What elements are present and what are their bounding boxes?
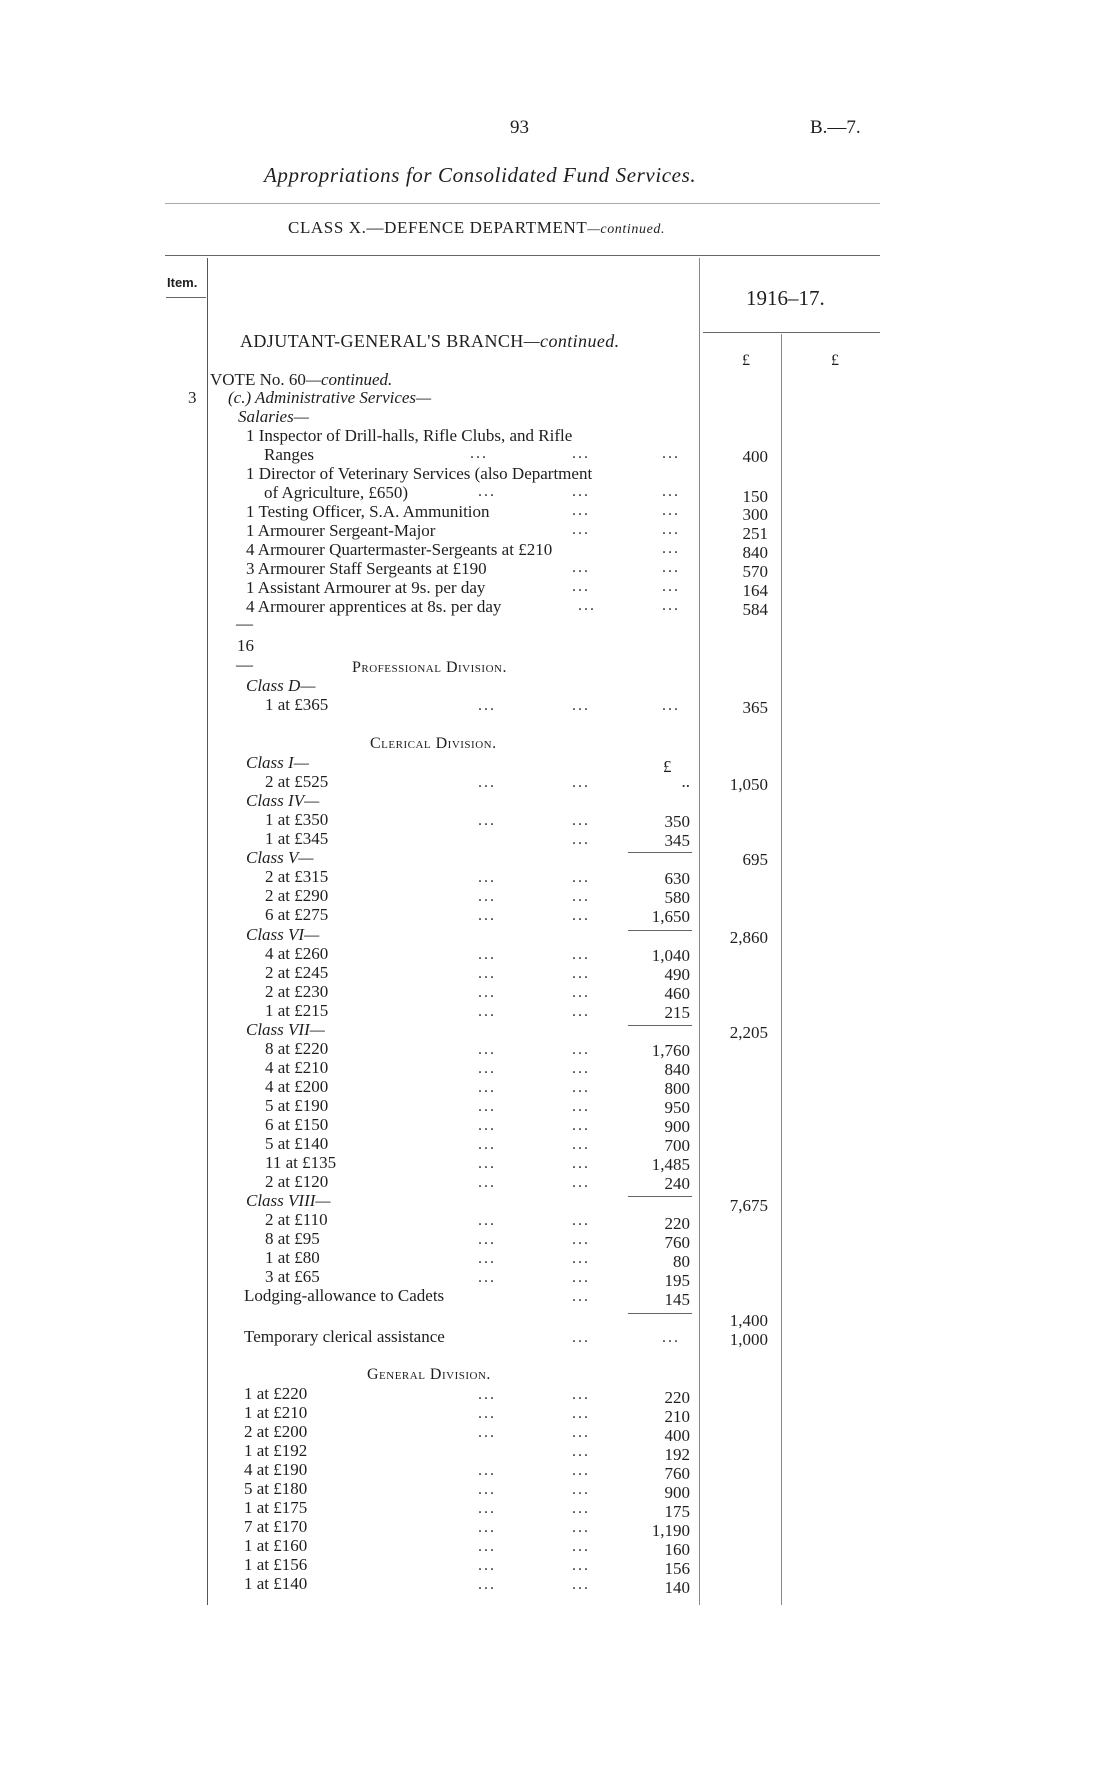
salary-line: 1 Inspector of Drill-halls, Rifle Clubs, and Rifle <box>246 426 573 445</box>
professional-division-heading: Professional Division. <box>352 659 507 676</box>
item-column-divider <box>207 258 208 1605</box>
leader-dots: ... <box>478 1231 496 1248</box>
leader-dots: ... <box>478 984 496 1001</box>
leader-dots: ... <box>572 1386 590 1403</box>
clerical-amount: 460 <box>664 984 690 1003</box>
leader-dots: ... <box>478 1500 496 1517</box>
leader-dots: ... <box>478 907 496 924</box>
pound-header-right: £ <box>831 352 839 369</box>
salary-amount: 164 <box>742 581 768 600</box>
branch-heading-suffix: —continued. <box>523 331 620 351</box>
leader-dots: ... <box>572 1231 590 1248</box>
clerical-entry: 2 at £290 <box>265 886 329 905</box>
leader-dots: ... <box>478 1098 496 1115</box>
salaries-label: Salaries— <box>238 407 309 426</box>
salary-amount: 840 <box>742 543 768 562</box>
leader-dots: ... <box>572 1250 590 1267</box>
vote-heading-main: VOTE No. 60 <box>210 370 306 389</box>
lodging-allowance: Lodging-allowance to Cadets <box>244 1286 445 1305</box>
leader-dots: ... <box>572 812 590 829</box>
clerical-amount: 1,760 <box>651 1041 690 1060</box>
clerical-amount: 220 <box>664 1214 690 1233</box>
clerical-amount: 1,040 <box>651 946 690 965</box>
clerical-entry: 1 at £345 <box>265 829 329 848</box>
class-viii-label: Class VIII— <box>246 1191 331 1210</box>
leader-dots: ... <box>572 869 590 886</box>
clerical-amount: 580 <box>664 888 690 907</box>
leader-dots: ... <box>478 1155 496 1172</box>
clerical-pound-header: £ <box>663 757 672 776</box>
general-entry: 1 at £175 <box>244 1498 308 1517</box>
subtotal-rule <box>628 1196 692 1197</box>
class-vii-total: 7,675 <box>729 1196 768 1215</box>
clerical-entry: 1 at £350 <box>265 810 329 829</box>
leader-dots: ... <box>478 869 496 886</box>
clerical-amount: 240 <box>664 1174 690 1193</box>
general-entry: 1 at £192 <box>244 1441 308 1460</box>
leader-dots: ... <box>478 1060 496 1077</box>
leader-dots: ... <box>662 597 680 614</box>
general-amount: 140 <box>664 1578 690 1597</box>
count-dash: — <box>236 614 253 633</box>
clerical-entry: 1 at £80 <box>265 1248 320 1267</box>
leader-dots: ... <box>572 483 590 500</box>
clerical-amount: 700 <box>664 1136 690 1155</box>
leader-dots: ... <box>662 540 680 557</box>
leader-dots: ... <box>478 1079 496 1096</box>
clerical-amount: 1,485 <box>651 1155 690 1174</box>
leader-dots: ... <box>572 502 590 519</box>
leader-dots: ... <box>470 445 488 462</box>
leader-dots: ... <box>478 888 496 905</box>
leader-dots: ... <box>478 483 496 500</box>
running-title: Appropriations for Consolidated Fund Services. <box>264 163 697 187</box>
general-entry: 1 at £210 <box>244 1403 308 1422</box>
professional-total: 365 <box>742 698 768 717</box>
leader-dots: ... <box>572 445 590 462</box>
title-rule <box>165 203 880 204</box>
clerical-amount: 760 <box>664 1233 690 1252</box>
lodging-amount: 145 <box>664 1290 690 1309</box>
total-count: 16 <box>237 636 254 655</box>
general-entry: 1 at £140 <box>244 1574 308 1593</box>
detail-column-divider <box>699 258 700 1605</box>
class-i-total: 1,050 <box>729 775 768 794</box>
clerical-amount: 1,650 <box>651 907 690 926</box>
leader-dots: ... <box>572 1212 590 1229</box>
general-entry: 5 at £180 <box>244 1479 308 1498</box>
leader-dots: ... <box>478 1576 496 1593</box>
leader-dots: ... <box>572 559 590 576</box>
leader-dots: ... <box>662 483 680 500</box>
branch-heading-main: ADJUTANT-GENERAL'S BRANCH <box>240 331 524 351</box>
general-division-heading: General Division. <box>367 1366 491 1383</box>
clerical-entry: 2 at £120 <box>265 1172 329 1191</box>
item-column-header: Item. <box>167 275 198 290</box>
general-amount: 175 <box>664 1502 690 1521</box>
leader-dots: ... <box>478 1405 496 1422</box>
clerical-entry: 2 at £315 <box>265 867 329 886</box>
clerical-amount: 800 <box>664 1079 690 1098</box>
class-iv-label: Class IV— <box>246 791 320 810</box>
leader-dots: ... <box>572 1174 590 1191</box>
leader-dots: ... <box>572 578 590 595</box>
general-amount: 900 <box>664 1483 690 1502</box>
clerical-amount: 490 <box>664 965 690 984</box>
salary-line: Ranges <box>264 445 315 464</box>
salary-amount: 570 <box>742 562 768 581</box>
leader-dots: ... <box>478 1386 496 1403</box>
salary-amount: 584 <box>742 600 768 619</box>
general-amount: 210 <box>664 1407 690 1426</box>
leader-dots: ... <box>572 1041 590 1058</box>
general-amount: 220 <box>664 1388 690 1407</box>
leader-dots: ... <box>572 1481 590 1498</box>
clerical-amount: 80 <box>673 1252 690 1271</box>
subtotal-rule <box>628 1025 692 1026</box>
item-number: 3 <box>188 388 197 407</box>
subtotal-rule <box>628 1313 692 1314</box>
leader-dots: ... <box>572 1462 590 1479</box>
leader-dots: ... <box>572 1288 590 1305</box>
salary-line: 1 Armourer Sergeant-Major <box>246 521 436 540</box>
leader-dots: ... <box>478 774 496 791</box>
leader-dots: ... <box>572 1500 590 1517</box>
class-vii-label: Class VII— <box>246 1020 325 1039</box>
year-header-rule <box>703 332 880 333</box>
leader-dots: ... <box>572 1136 590 1153</box>
vote-heading <box>210 370 392 390</box>
leader-dots: ... <box>478 1174 496 1191</box>
clerical-entry: 6 at £150 <box>265 1115 329 1134</box>
leader-dots: ... <box>572 1003 590 1020</box>
class-heading-main: CLASS X.—DEFENCE DEPARTMENT <box>288 218 588 237</box>
leader-dots: ... <box>662 559 680 576</box>
clerical-entry: 8 at £220 <box>265 1039 329 1058</box>
leader-dots: ... <box>478 1462 496 1479</box>
salary-line: 1 Testing Officer, S.A. Ammunition <box>246 502 490 521</box>
page-number: 93 <box>510 117 529 138</box>
leader-dots: ... <box>572 1117 590 1134</box>
leader-dots: ... <box>572 1443 590 1460</box>
vote-heading-suffix: —continued. <box>305 370 393 389</box>
general-entry: 4 at £190 <box>244 1460 308 1479</box>
salary-amount: 150 <box>742 487 768 506</box>
class-heading <box>288 218 665 238</box>
clerical-amount: 950 <box>664 1098 690 1117</box>
general-entry: 7 at £170 <box>244 1517 308 1536</box>
leader-dots: ... <box>478 965 496 982</box>
leader-dots: ... <box>578 597 596 614</box>
salary-amount: 400 <box>742 447 768 466</box>
leader-dots: ... <box>478 697 496 714</box>
leader-dots: ... <box>572 1538 590 1555</box>
general-entry: 2 at £200 <box>244 1422 308 1441</box>
general-amount: 160 <box>664 1540 690 1559</box>
leader-dots: ... <box>572 1079 590 1096</box>
leader-dots: ... <box>572 888 590 905</box>
general-amount: 400 <box>664 1426 690 1445</box>
clerical-entry: 4 at £210 <box>265 1058 329 1077</box>
leader-dots: ... <box>662 445 680 462</box>
clerical-entry: 2 at £245 <box>265 963 329 982</box>
leader-dots: ... <box>478 1538 496 1555</box>
general-amount: 1,190 <box>651 1521 690 1540</box>
count-dash: — <box>236 655 253 674</box>
leader-dots: ... <box>572 774 590 791</box>
leader-dots: ... <box>572 1329 590 1346</box>
leader-dots: ... <box>572 1405 590 1422</box>
leader-dots: ... <box>478 1424 496 1441</box>
class-vi-total: 2,205 <box>729 1023 768 1042</box>
clerical-amount: 195 <box>664 1271 690 1290</box>
leader-dots: ... <box>662 502 680 519</box>
salary-line: 1 Assistant Armourer at 9s. per day <box>246 578 486 597</box>
clerical-amount: 630 <box>664 869 690 888</box>
leader-dots: ... <box>478 1136 496 1153</box>
leader-dots: ... <box>478 1212 496 1229</box>
class-v-total: 2,860 <box>729 928 768 947</box>
leader-dots: ... <box>478 1250 496 1267</box>
leader-dots: ... <box>572 907 590 924</box>
class-i-label: Class I— <box>246 753 309 772</box>
leader-dots: ... <box>662 1329 680 1346</box>
clerical-entry: 1 at £215 <box>265 1001 329 1020</box>
leader-dots: ... <box>572 1424 590 1441</box>
general-entry: 1 at £160 <box>244 1536 308 1555</box>
class-v-label: Class V— <box>246 848 314 867</box>
leader-dots: ... <box>572 521 590 538</box>
item-header-rule <box>166 297 206 298</box>
leader-dots: ... <box>572 697 590 714</box>
clerical-entry: 2 at £525 <box>265 772 329 791</box>
salary-amount: 300 <box>742 505 768 524</box>
leader-dots: ... <box>478 946 496 963</box>
general-entry: 1 at £220 <box>244 1384 308 1403</box>
document-reference: B.—7. <box>810 117 861 138</box>
leader-dots: ... <box>572 965 590 982</box>
clerical-entry: 5 at £190 <box>265 1096 329 1115</box>
leader-dots: ... <box>478 1481 496 1498</box>
class-vi-label: Class VI— <box>246 925 320 944</box>
leader-dots: ... <box>662 521 680 538</box>
salary-line: 3 Armourer Staff Sergeants at £190 <box>246 559 487 578</box>
clerical-entry: 6 at £275 <box>265 905 329 924</box>
leader-dots: ... <box>478 812 496 829</box>
clerical-entry: 2 at £230 <box>265 982 329 1001</box>
clerical-entry: 4 at £200 <box>265 1077 329 1096</box>
salary-line: 4 Armourer Quartermaster-Sergeants at £210 <box>246 540 553 559</box>
general-amount: 156 <box>664 1559 690 1578</box>
leader-dots: ... <box>478 1557 496 1574</box>
subtotal-rule <box>628 930 692 931</box>
leader-dots: ... <box>572 946 590 963</box>
clerical-entry: 8 at £95 <box>265 1229 320 1248</box>
clerical-entry: 4 at £260 <box>265 944 329 963</box>
clerical-entry: 2 at £110 <box>265 1210 328 1229</box>
leader-dots: ... <box>572 1098 590 1115</box>
general-amount: 760 <box>664 1464 690 1483</box>
pound-header-left: £ <box>742 352 750 369</box>
leader-dots: ... <box>478 1117 496 1134</box>
class-iv-total: 695 <box>742 850 768 869</box>
clerical-entry: 3 at £65 <box>265 1267 320 1286</box>
leader-dots: ... <box>478 1041 496 1058</box>
leader-dots: ... <box>572 831 590 848</box>
clerical-entry: 5 at £140 <box>265 1134 329 1153</box>
clerical-amount: 900 <box>664 1117 690 1136</box>
leader-dots: ... <box>662 697 680 714</box>
table-top-rule <box>165 255 880 256</box>
leader-dots: ... <box>662 578 680 595</box>
temporary-total: 1,000 <box>729 1330 768 1349</box>
clerical-division-heading: Clerical Division. <box>370 735 497 752</box>
general-amount: 192 <box>664 1445 690 1464</box>
clerical-amount: 215 <box>664 1003 690 1022</box>
leader-dots: ... <box>478 1519 496 1536</box>
class-heading-suffix: —continued. <box>587 222 666 237</box>
leader-dots: ... <box>572 1060 590 1077</box>
salary-line: 4 Armourer apprentices at 8s. per day <box>246 597 502 616</box>
clerical-amount: 345 <box>664 831 690 850</box>
subtotal-rule <box>628 852 692 853</box>
money-column-divider <box>781 334 782 1605</box>
leader-dots: ... <box>478 1269 496 1286</box>
clerical-amount: 350 <box>664 812 690 831</box>
leader-dots: ... <box>478 1003 496 1020</box>
professional-entry: 1 at £365 <box>265 695 329 714</box>
class-viii-total: 1,400 <box>729 1311 768 1330</box>
general-entry: 1 at £156 <box>244 1555 308 1574</box>
leader-dots: ... <box>572 984 590 1001</box>
leader-dots: ... <box>572 1576 590 1593</box>
temporary-clerical-assistance: Temporary clerical assistance <box>244 1327 445 1346</box>
clerical-amount: .. <box>681 772 690 791</box>
salary-line: 1 Director of Veterinary Services (also Department <box>246 464 593 483</box>
leader-dots: ... <box>572 1519 590 1536</box>
professional-class-label: Class D— <box>246 676 316 695</box>
clerical-entry: 11 at £135 <box>265 1153 337 1172</box>
salary-line: of Agriculture, £650) <box>264 483 408 502</box>
leader-dots: ... <box>572 1557 590 1574</box>
year-header: 1916–17. <box>746 286 825 310</box>
branch-heading <box>240 331 620 352</box>
clerical-amount: 840 <box>664 1060 690 1079</box>
leader-dots: ... <box>572 1155 590 1172</box>
leader-dots: ... <box>572 1269 590 1286</box>
salary-amount: 251 <box>742 524 768 543</box>
subhead: (c.) Administrative Services— <box>228 388 432 407</box>
